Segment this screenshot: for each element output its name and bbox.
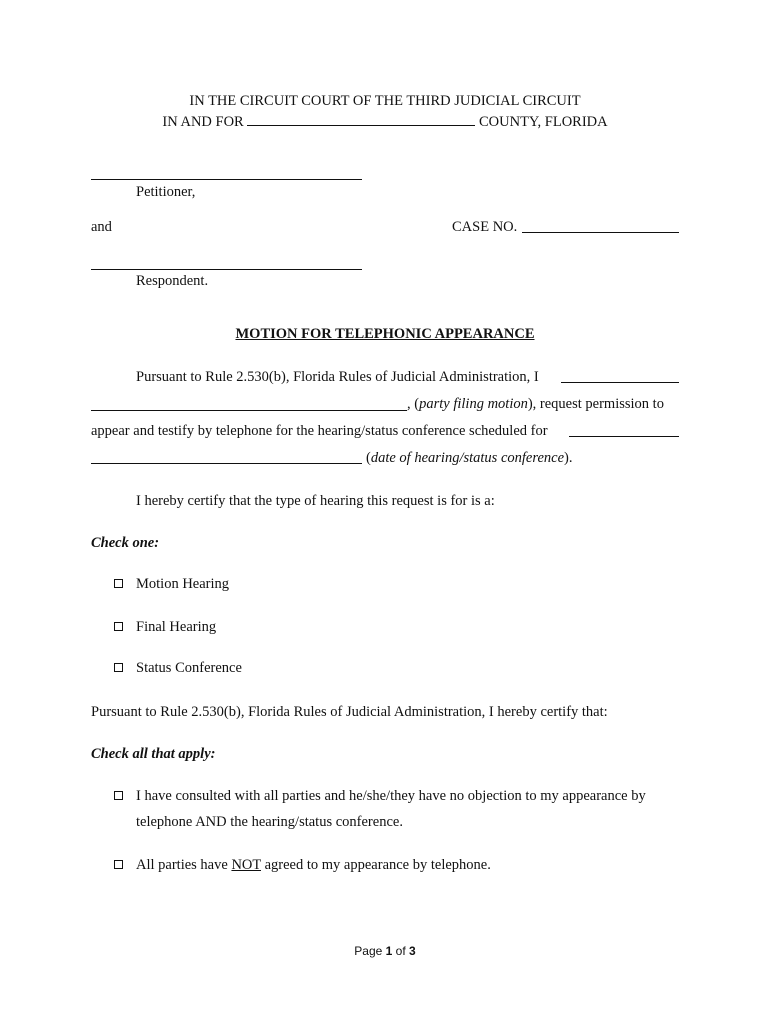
court-heading-line2 [0,113,770,131]
court-heading-line1: IN THE CIRCUIT COURT OF THE THIRD JUDICIAL CIRCUIT [189,93,581,109]
respondent-name-blank[interactable] [91,269,362,270]
case-number-label: CASE NO. [452,219,518,235]
hearing-date-blank-2[interactable] [91,463,362,464]
motion-text-line3: appear and testify by telephone for the hearing/status conference scheduled for [91,423,548,439]
motion-text-line1: Pursuant to Rule 2.530(b), Florida Rules of Judicial Administration, I [136,369,539,385]
page-total: 3 [409,944,416,958]
page-number: 1 [385,944,393,958]
not-emphasis: NOT [231,857,261,873]
page-footer [0,944,770,958]
county-prefix: IN AND FOR [162,114,244,130]
status-conference-checkbox[interactable] [114,663,123,672]
motion-text-line4 [366,450,572,467]
paren-close: ). [564,450,573,466]
county-blank[interactable] [247,113,475,126]
petitioner-label: Petitioner, [136,184,196,200]
consulted-parties-checkbox[interactable] [114,791,123,800]
county-suffix: COUNTY, FLORIDA [478,114,608,130]
party-name-blank-2[interactable] [91,410,407,411]
comma-open: , ( [407,396,420,412]
hearing-date-blank-1[interactable] [569,436,679,437]
motion-title: MOTION FOR TELEPHONIC APPEARANCE [235,326,535,342]
consulted-parties-line2: telephone AND the hearing/status conference. [136,814,403,830]
certify-type-text: I hereby certify that the type of hearing this request is for is a: [136,493,495,509]
party-filing-motion-hint: party filing motion [419,396,528,412]
respondent-label: Respondent. [136,273,209,289]
motion-hearing-checkbox[interactable] [114,579,123,588]
request-permission-text: ), request permission to [527,396,664,412]
date-of-hearing-hint: date of hearing/status conference [370,450,565,466]
paren-open: ( [366,450,371,466]
status-conference-label: Status Conference [136,660,242,676]
not-agreed-text [136,857,491,874]
consulted-parties-line1: I have consulted with all parties and he/she/they have no objection to my appearance by [136,788,646,804]
check-all-label: Check all that apply: [91,746,216,762]
check-one-label: Check one: [91,535,160,551]
final-hearing-checkbox[interactable] [114,622,123,631]
final-hearing-label: Final Hearing [136,619,217,635]
certify-rule-text: Pursuant to Rule 2.530(b), Florida Rules of Judicial Administration, I hereby certify that: [91,704,608,720]
petitioner-name-blank[interactable] [91,179,362,180]
not-agreed-checkbox[interactable] [114,860,123,869]
not-agreed-pre: All parties have [136,857,228,873]
party-name-blank-1[interactable] [561,382,679,383]
and-label: and [91,219,112,235]
page-word: Page [354,944,383,958]
not-agreed-post: agreed to my appearance by telephone. [264,857,491,873]
motion-text-line2 [407,396,664,413]
of-word: of [395,944,406,958]
motion-hearing-label: Motion Hearing [136,576,230,592]
case-number-blank[interactable] [522,232,679,233]
